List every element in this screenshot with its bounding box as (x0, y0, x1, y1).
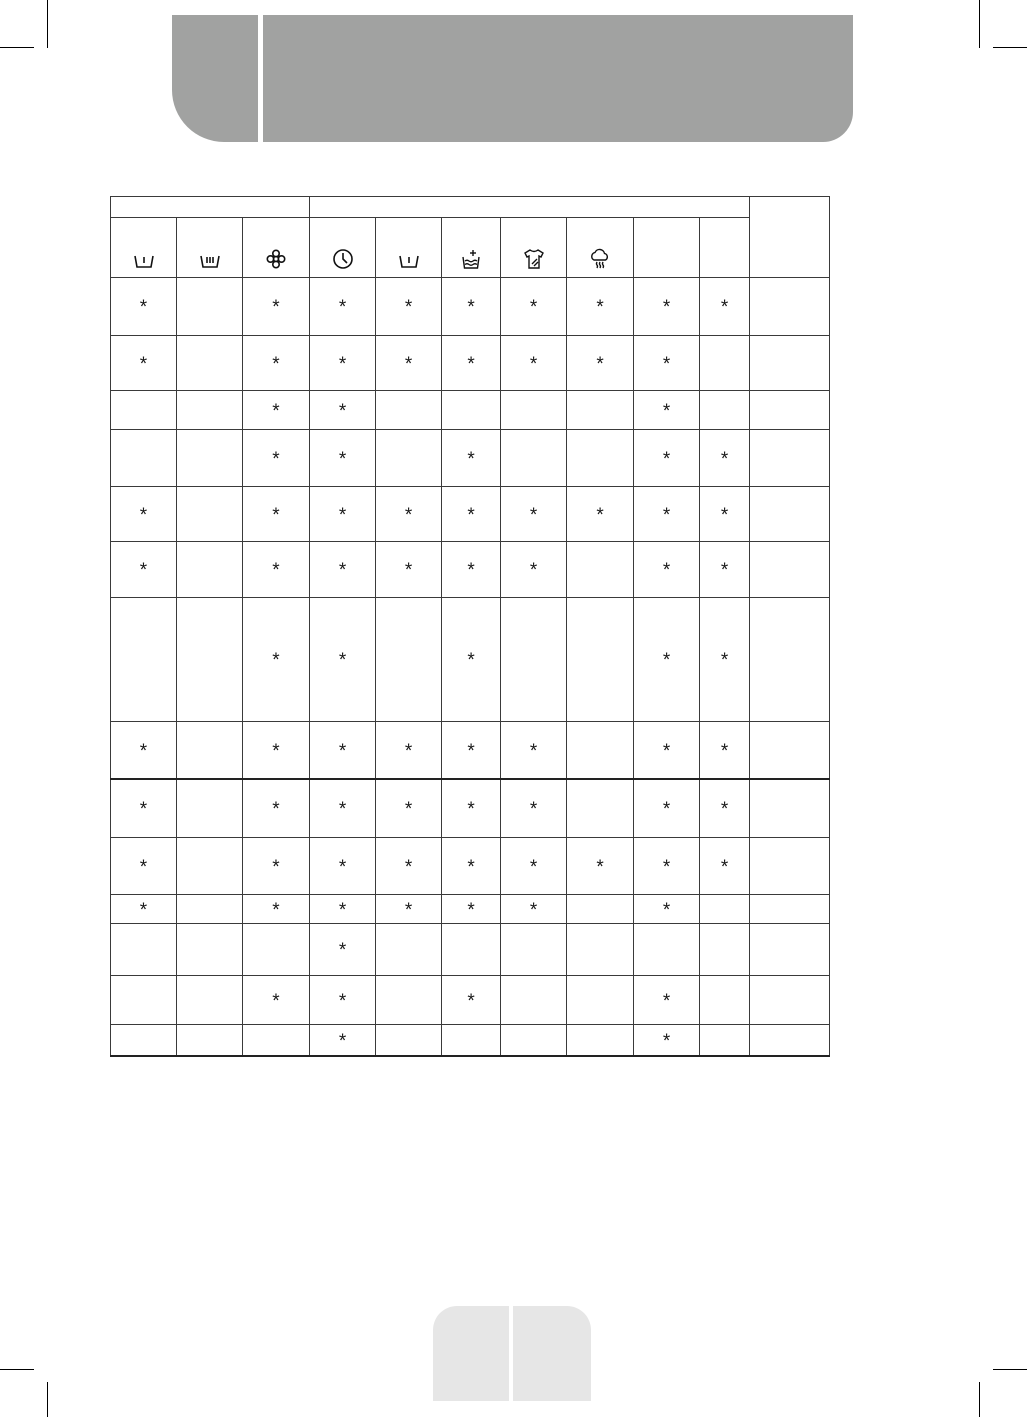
crop-mark-top-left-v (47, 0, 48, 48)
table-cell (501, 1025, 567, 1057)
option-mark: * (662, 504, 671, 526)
table-cell (700, 278, 750, 336)
table-cell (750, 895, 830, 924)
table-cell (750, 1025, 830, 1057)
table-cell (177, 1025, 243, 1057)
table-cell (376, 336, 442, 391)
option-mark: * (272, 448, 280, 470)
table-cell (111, 924, 177, 976)
option-mark: * (720, 297, 729, 318)
table-cell (700, 1025, 750, 1057)
table-cell (700, 336, 750, 391)
table-cell (634, 336, 700, 391)
crop-mark-bottom-left-h (0, 1369, 34, 1370)
icon-header-cell (243, 218, 310, 278)
option-mark: * (467, 353, 475, 375)
table-cell (567, 598, 634, 722)
table-cell (376, 779, 442, 838)
table-cell (567, 391, 634, 430)
table-cell (177, 278, 243, 336)
table-cell (177, 722, 243, 780)
option-mark: * (139, 560, 148, 581)
table-cell (243, 722, 310, 780)
table-cell (750, 722, 830, 780)
option-mark: * (338, 1030, 347, 1052)
group-header-cell (111, 197, 310, 218)
table-cell (750, 487, 830, 542)
option-mark: * (404, 740, 413, 762)
table-cell (634, 895, 700, 924)
option-mark: * (404, 560, 413, 581)
table-cell (567, 430, 634, 487)
table-cell (501, 542, 567, 598)
table-cell (177, 336, 243, 391)
icon-header-cell (111, 218, 177, 278)
option-mark: * (338, 353, 347, 375)
crop-mark-top-right-v (979, 0, 980, 48)
icon-header-cell (376, 218, 442, 278)
option-mark: * (467, 856, 475, 878)
table-cell (243, 598, 310, 722)
table-cell (376, 838, 442, 895)
table-row (111, 895, 830, 924)
option-mark: * (662, 400, 671, 422)
table-cell (177, 895, 243, 924)
clock-timer-icon (331, 247, 355, 271)
table-cell (177, 598, 243, 722)
table-cell (376, 1025, 442, 1057)
table-cell (700, 779, 750, 838)
table-cell (567, 895, 634, 924)
single-wash-tub-icon (132, 247, 156, 271)
table-cell (177, 838, 243, 895)
option-mark: * (662, 650, 671, 671)
option-mark: * (596, 297, 604, 318)
option-mark: * (529, 856, 538, 878)
option-mark: * (272, 504, 280, 526)
option-mark: * (338, 856, 347, 878)
table-row (111, 278, 830, 336)
table-row (111, 924, 830, 976)
table-cell (567, 976, 634, 1025)
table-cell (700, 391, 750, 430)
option-mark: * (272, 560, 280, 581)
option-mark: * (720, 448, 729, 470)
table-cell (111, 1025, 177, 1057)
table-cell (310, 430, 376, 487)
table-cell (567, 924, 634, 976)
option-mark: * (467, 560, 475, 581)
option-mark: * (272, 740, 280, 762)
table-cell (442, 976, 501, 1025)
table-cell (567, 722, 634, 780)
prewash-tub-icon (397, 247, 421, 271)
table-row (111, 487, 830, 542)
option-mark: * (467, 740, 475, 762)
crop-mark-bottom-left-v (47, 1382, 48, 1417)
table-cell (567, 838, 634, 895)
option-mark: * (662, 560, 671, 581)
table-cell (567, 1025, 634, 1057)
table-cell (442, 391, 501, 430)
option-mark: * (139, 899, 148, 921)
table-cell (700, 838, 750, 895)
table-cell (634, 430, 700, 487)
option-mark: * (720, 856, 729, 878)
icon-header-cell (567, 218, 634, 278)
option-mark: * (404, 353, 413, 375)
option-mark: * (529, 353, 538, 375)
option-mark: * (662, 990, 671, 1012)
option-mark: * (529, 504, 538, 526)
table-cell (501, 895, 567, 924)
group-header-cell (310, 197, 750, 218)
table-cell (310, 278, 376, 336)
table-cell (111, 391, 177, 430)
option-mark: * (720, 740, 729, 762)
table-cell (111, 430, 177, 487)
icon-header-cell (634, 218, 700, 278)
table-cell (634, 278, 700, 336)
table-cell (634, 838, 700, 895)
option-mark: * (272, 650, 280, 671)
table-cell (376, 598, 442, 722)
table-cell (111, 598, 177, 722)
table-cell (442, 542, 501, 598)
table-cell (501, 722, 567, 780)
table-cell (111, 722, 177, 780)
table-cell (243, 430, 310, 487)
table-cell (310, 838, 376, 895)
option-mark: * (529, 799, 538, 820)
option-mark: * (662, 297, 671, 318)
option-mark: * (338, 799, 347, 820)
table-cell (634, 779, 700, 838)
option-mark: * (529, 740, 538, 762)
table-cell (501, 924, 567, 976)
table-cell (750, 976, 830, 1025)
option-mark: * (338, 504, 347, 526)
table-cell (634, 542, 700, 598)
table-row (111, 336, 830, 391)
table-cell (111, 542, 177, 598)
table-cell (442, 1025, 501, 1057)
table-cell (750, 278, 830, 336)
flower-softener-icon (264, 247, 288, 271)
table-cell (442, 487, 501, 542)
icon-header-cell (442, 218, 501, 278)
option-mark: * (467, 799, 475, 820)
table-cell (634, 487, 700, 542)
table-cell (310, 391, 376, 430)
option-mark: * (404, 856, 413, 878)
group-header-cell (750, 197, 830, 278)
option-mark: * (596, 353, 604, 375)
table-cell (442, 336, 501, 391)
table-cell (700, 722, 750, 780)
option-mark: * (139, 799, 148, 820)
option-mark: * (338, 448, 347, 470)
option-mark: * (720, 650, 729, 671)
table-cell (567, 278, 634, 336)
table-cell (111, 336, 177, 391)
option-mark: * (404, 297, 413, 318)
table-cell (177, 391, 243, 430)
table-cell (177, 976, 243, 1025)
table-cell (376, 542, 442, 598)
option-mark: * (467, 504, 475, 526)
icon-header-cell (177, 218, 243, 278)
table-cell (442, 838, 501, 895)
table-cell (310, 542, 376, 598)
option-mark: * (467, 297, 475, 318)
table-cell (634, 924, 700, 976)
option-mark: * (272, 353, 280, 375)
table-cell (442, 895, 501, 924)
option-mark: * (139, 504, 148, 526)
table-cell (750, 924, 830, 976)
table-cell (243, 542, 310, 598)
table-cell (750, 598, 830, 722)
table-cell (111, 278, 177, 336)
table-cell (501, 598, 567, 722)
table-cell (310, 722, 376, 780)
table-row (111, 391, 830, 430)
table-cell (111, 838, 177, 895)
option-mark: * (272, 856, 280, 878)
option-mark: * (596, 856, 604, 878)
option-mark: * (467, 650, 475, 671)
table-cell (567, 542, 634, 598)
table-cell (750, 430, 830, 487)
table-cell (177, 542, 243, 598)
header-banner (172, 15, 853, 142)
option-mark: * (338, 560, 347, 581)
triple-wash-tub-icon (198, 247, 222, 271)
table-cell (111, 779, 177, 838)
table-cell (501, 430, 567, 487)
option-mark: * (404, 504, 413, 526)
table-row (111, 430, 830, 487)
option-mark: * (720, 799, 729, 820)
table-cell (177, 924, 243, 976)
table-cell (376, 430, 442, 487)
shirt-easy-iron-icon (522, 247, 546, 271)
table-cell (376, 278, 442, 336)
table-cell (634, 598, 700, 722)
table-cell (310, 976, 376, 1025)
table-cell (501, 391, 567, 430)
table-cell (501, 336, 567, 391)
option-mark: * (272, 400, 280, 422)
table-cell (310, 1025, 376, 1057)
table-row (111, 722, 830, 780)
option-mark: * (139, 353, 148, 375)
table-cell (501, 838, 567, 895)
table-row (111, 976, 830, 1025)
table-cell (442, 779, 501, 838)
table-cell (700, 487, 750, 542)
table-cell (310, 779, 376, 838)
option-mark: * (272, 297, 280, 318)
option-mark: * (338, 899, 347, 921)
crop-mark-bottom-right-v (979, 1382, 980, 1417)
table-cell (750, 838, 830, 895)
option-mark: * (467, 448, 475, 470)
table-cell (634, 391, 700, 430)
table-cell (700, 895, 750, 924)
option-mark: * (596, 504, 604, 526)
table-cell (700, 430, 750, 487)
option-mark: * (272, 799, 280, 820)
table-cell (567, 336, 634, 391)
table-cell (442, 430, 501, 487)
table-cell (442, 924, 501, 976)
table-cell (310, 336, 376, 391)
crop-mark-top-left-h (0, 47, 34, 48)
table-cell (501, 487, 567, 542)
option-mark: * (404, 799, 413, 820)
crop-mark-top-right-h (993, 47, 1027, 48)
option-mark: * (139, 856, 148, 878)
option-mark: * (662, 353, 671, 375)
table-cell (243, 1025, 310, 1057)
table-cell (243, 895, 310, 924)
table-cell (243, 391, 310, 430)
table-row (111, 598, 830, 722)
table-row (111, 1025, 830, 1057)
table-cell (111, 976, 177, 1025)
table-cell (177, 487, 243, 542)
table-cell (501, 779, 567, 838)
table-cell (243, 779, 310, 838)
option-mark: * (139, 297, 148, 318)
table-cell (376, 722, 442, 780)
table-cell (111, 895, 177, 924)
page-number-tab-divider (509, 1306, 513, 1401)
table-cell (243, 838, 310, 895)
table-cell (177, 430, 243, 487)
table-cell (700, 976, 750, 1025)
table-icon-header-row (111, 218, 830, 278)
table-cell (111, 487, 177, 542)
table-cell (243, 278, 310, 336)
option-mark: * (338, 400, 347, 422)
header-banner-divider (258, 15, 263, 142)
table-cell (501, 278, 567, 336)
table-cell (442, 598, 501, 722)
table-cell (376, 976, 442, 1025)
table-cell (310, 895, 376, 924)
option-mark: * (529, 297, 538, 318)
table-cell (442, 278, 501, 336)
icon-header-cell (501, 218, 567, 278)
option-mark: * (467, 899, 475, 921)
table-cell (376, 487, 442, 542)
option-mark: * (338, 297, 347, 318)
option-mark: * (529, 560, 538, 581)
option-mark: * (467, 990, 475, 1012)
option-mark: * (404, 899, 413, 921)
steam-cloud-icon (588, 247, 612, 271)
option-mark: * (662, 856, 671, 878)
option-mark: * (662, 1030, 671, 1052)
option-mark: * (662, 799, 671, 820)
table-cell (567, 779, 634, 838)
program-options-table (110, 196, 830, 1057)
table-cell (750, 542, 830, 598)
option-mark: * (338, 650, 347, 671)
table-cell (310, 924, 376, 976)
table-cell (634, 1025, 700, 1057)
icon-header-cell (310, 218, 376, 278)
table-cell (310, 598, 376, 722)
option-mark: * (272, 990, 280, 1012)
table-cell (634, 722, 700, 780)
option-mark: * (720, 560, 729, 581)
table-cell (750, 336, 830, 391)
option-mark: * (338, 940, 347, 961)
option-mark: * (272, 899, 280, 921)
table-cell (177, 779, 243, 838)
table-cell (442, 722, 501, 780)
table-cell (700, 924, 750, 976)
table-row (111, 542, 830, 598)
table-cell (700, 542, 750, 598)
table-cell (750, 391, 830, 430)
option-mark: * (529, 899, 538, 921)
option-mark: * (139, 740, 148, 762)
table-cell (310, 487, 376, 542)
table-cell (376, 391, 442, 430)
table-row (111, 838, 830, 895)
table-cell (243, 924, 310, 976)
table-cell (376, 924, 442, 976)
option-mark: * (662, 448, 671, 470)
icon-header-cell (700, 218, 750, 278)
option-mark: * (662, 740, 671, 762)
table-cell (567, 487, 634, 542)
table-cell (634, 976, 700, 1025)
option-mark: * (338, 740, 347, 762)
option-mark: * (338, 990, 347, 1012)
table-cell (243, 487, 310, 542)
crop-mark-bottom-right-h (993, 1369, 1027, 1370)
table-cell (243, 336, 310, 391)
table-cell (750, 779, 830, 838)
option-mark: * (720, 504, 729, 526)
extra-rinse-icon (459, 247, 483, 271)
table-cell (243, 976, 310, 1025)
table-cell (501, 976, 567, 1025)
table-cell (376, 895, 442, 924)
table-group-header-row (111, 197, 830, 218)
table-row (111, 779, 830, 838)
option-mark: * (662, 899, 671, 921)
table-cell (700, 598, 750, 722)
